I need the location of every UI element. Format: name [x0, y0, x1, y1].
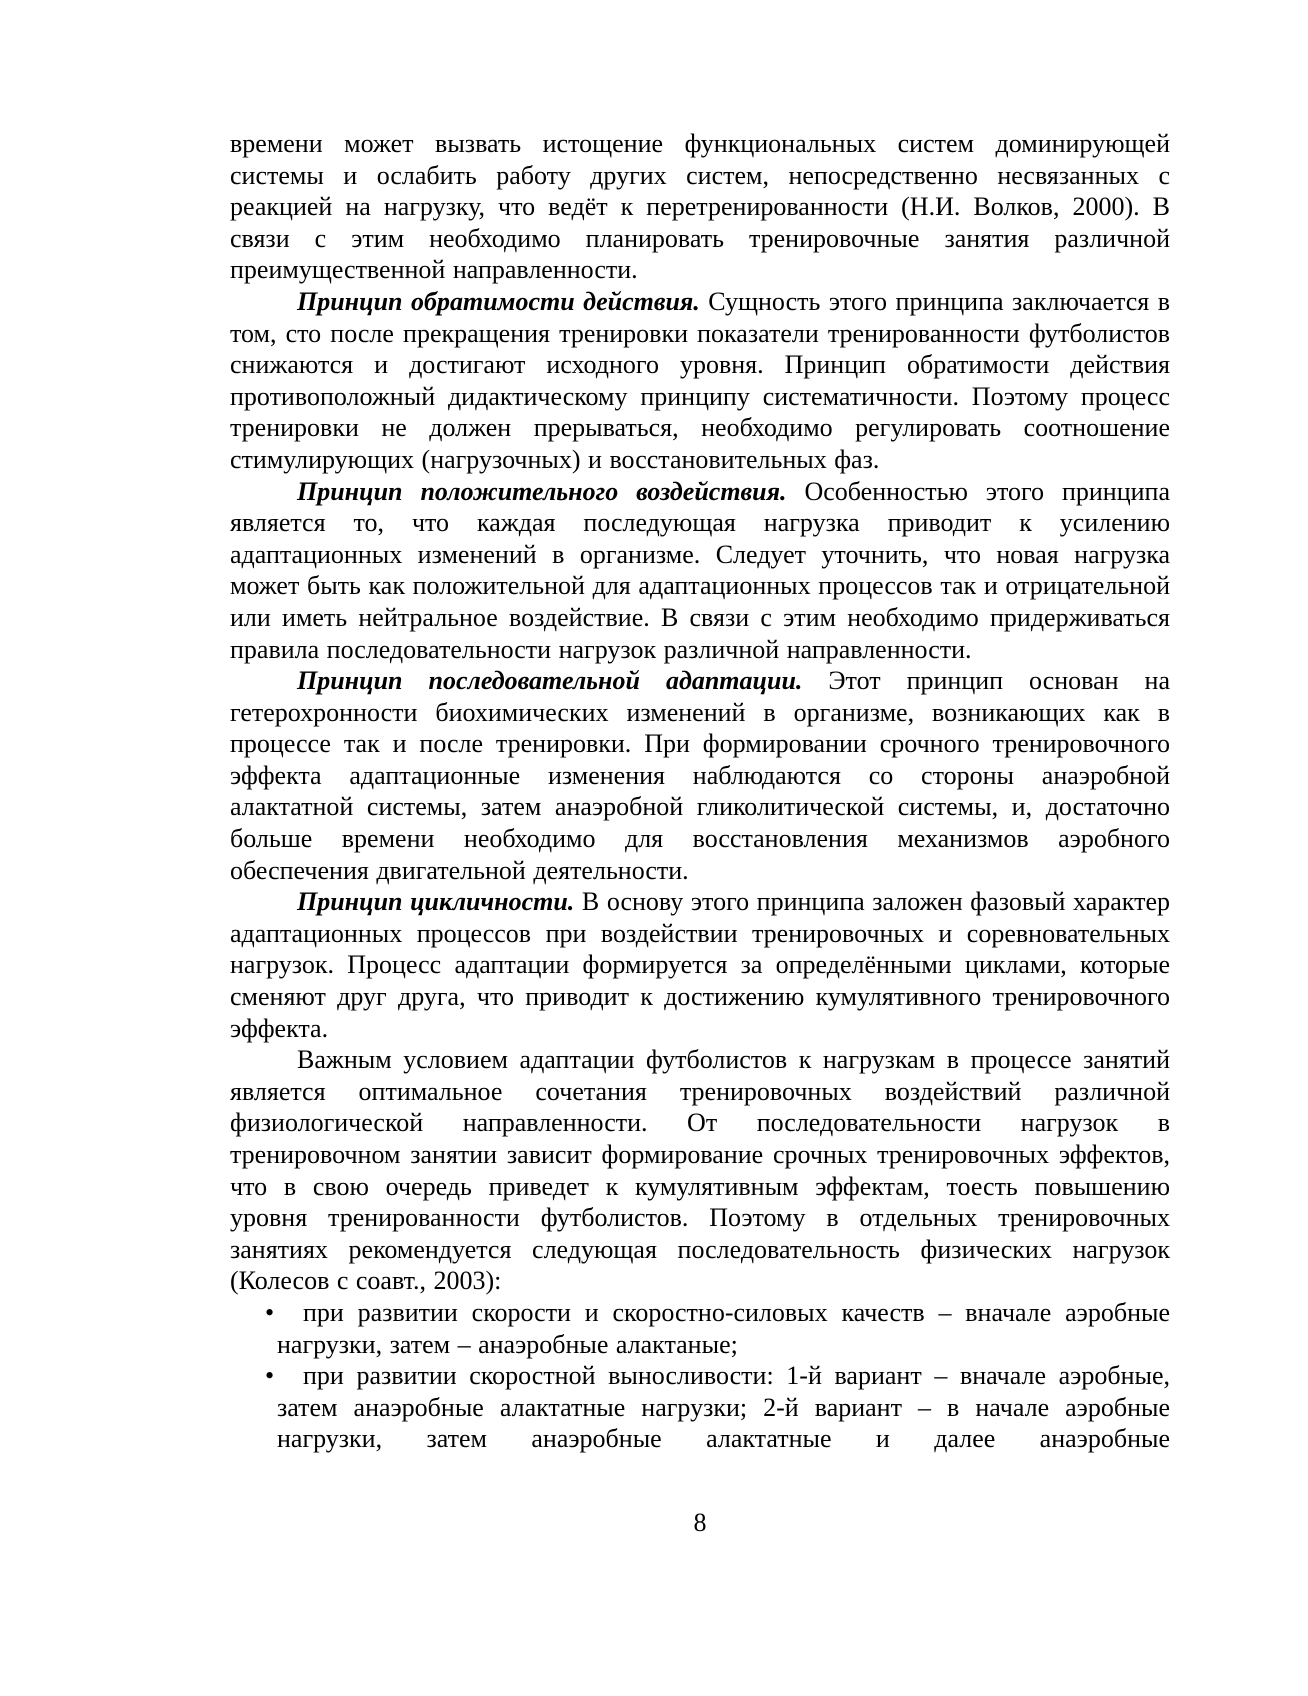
- list-item: [265, 1360, 1170, 1455]
- paragraph-text: Важным условием адаптации футболистов к нагрузкам в процессе занятий является оптимальное сочетания тренировочных воздействий различной физиологической направленности. От последовательности нагрузок в тренировочном занятии зависит формирование срочных тренировочных эффектов, что в свою очередь приведет к кумулятивным эффектам, тоесть повышению уровня тренированности футболистов. Поэтому в отдельных тренировочных занятиях рекомендуется следующая последовательность физических нагрузок (Колесов с соавт., 2003):: [230, 1045, 1170, 1296]
- list-item-text: при развитии скорости и скоростно-силовых качеств – вначале аэробные нагрузки, затем – анаэробные алактаные;: [277, 1297, 1170, 1359]
- paragraph-text: времени может вызвать истощение функциональных систем доминирующей системы и ослабить работу других систем, непосредственно несвязанных с реакцией на нагрузку, что ведёт к перетренированности (Н.И. Волков, 2000). В связи с этим необходимо планировать тренировочные занятия различной преимущественной направленности.: [230, 129, 1170, 285]
- load-sequence-list: [230, 1297, 1170, 1455]
- paragraph: [230, 286, 1170, 476]
- paragraph: [230, 1044, 1170, 1297]
- paragraph-text: В основу этого принципа заложен фазовый характер адаптационных процессов при воздействии тренировочных и соревновательных нагрузок. Процесс адаптации формируется за определёнными циклами, которые сменяют друг друга, что приводит к достижению кумулятивного тренировочного эффекта.: [230, 887, 1170, 1043]
- principle-lead: Принцип положительного воздействия.: [297, 476, 787, 506]
- paragraph: [230, 476, 1170, 666]
- paragraph: [230, 665, 1170, 886]
- principle-lead: Принцип последовательной адаптации.: [297, 666, 803, 696]
- paragraph: [230, 886, 1170, 1044]
- principle-lead: Принцип обратимости действия.: [297, 286, 700, 316]
- paragraph: [230, 128, 1170, 286]
- paragraph-text: Сущность этого принципа заключается в том, сто после прекращения тренировки показатели тренированности футболистов снижаются и достигают исходного уровня. Принцип обратимости действия противоположный дидактическому принципу систематичности. Поэтому процесс тренировки не должен прерываться, необходимо регулировать соотношение стимулирующих (нагрузочных) и восстановительных фаз.: [230, 286, 1170, 474]
- page-number: 8: [693, 1507, 707, 1537]
- principle-lead: Принцип цикличности.: [297, 887, 575, 917]
- list-item: [265, 1297, 1170, 1360]
- paragraph-text: Особенностью этого принципа является то, что каждая последующая нагрузка приводит к усилению адаптационных изменений в организме. Следует уточнить, что новая нагрузка может быть как положительной для адаптационных процессов так и отрицательной или иметь нейтральное воздействие. В связи с этим необходимо придерживаться правила последовательности нагрузок различной направленности.: [230, 476, 1171, 664]
- paragraph-text: Этот принцип основан на гетерохронности биохимических изменений в организме, возникающих как в процессе так и после тренировки. При формировании срочного тренировочного эффекта адаптационные изменения наблюдаются со стороны анаэробной алактатной системы, затем анаэробной гликолитической системы, и, достаточно больше времени необходимо для восстановления механизмов аэробного обеспечения двигательной деятельности.: [230, 666, 1170, 885]
- bullet-icon: •: [265, 1361, 275, 1391]
- bullet-icon: •: [265, 1297, 275, 1327]
- list-item-text: при развитии скоростной выносливости: 1-й вариант – вначале аэробные, затем анаэробные алактатные нагрузки; 2-й вариант – в начале аэробные нагрузки, затем анаэробные алактатные и далее анаэробные: [277, 1361, 1170, 1454]
